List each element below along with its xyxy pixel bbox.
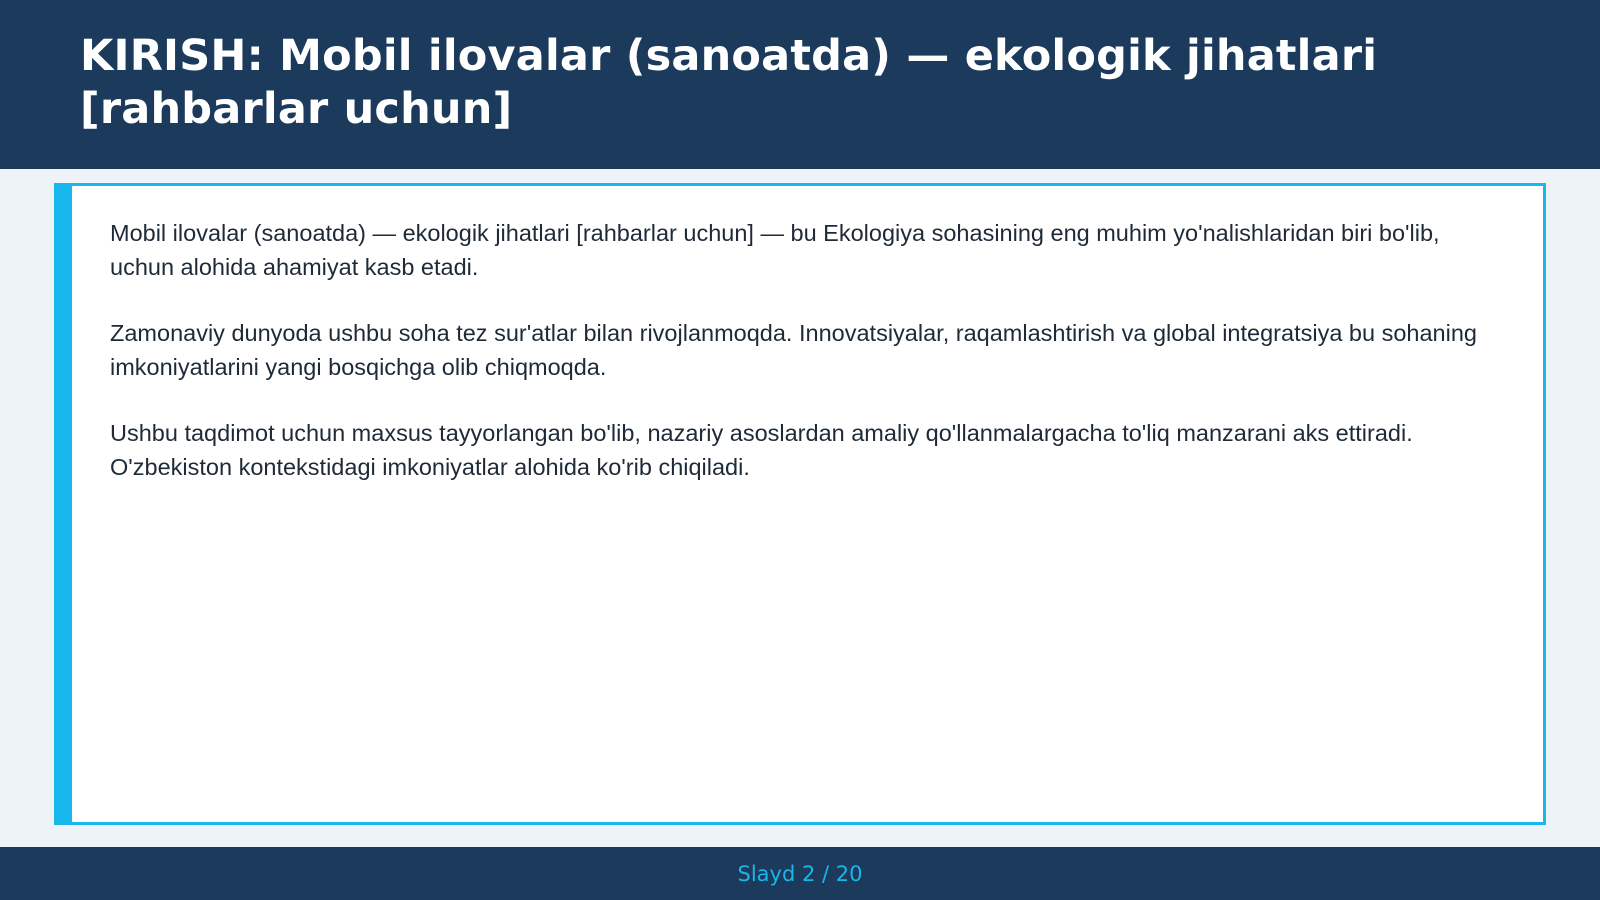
- paragraph-presentation: Ushbu taqdimot uchun maxsus tayyorlangan bo'lib, nazariy asoslardan amaliy qo'llanmalargacha to'liq manzarani aks ettiradi. O'zbekiston kontekstidagi imkoniyatlar alohida ko'rib chiqiladi.: [110, 420, 1413, 480]
- paragraph-modern-world: Zamonaviy dunyoda ushbu soha tez sur'atlar bilan rivojlanmoqda. Innovatsiyalar, raqamlashtirish va global integratsiya bu sohaning imkoniyatlarini yangi bosqichga olib chiqmoqda.: [110, 320, 1477, 380]
- slide-footer: [0, 847, 1600, 900]
- slide-title: KIRISH: Mobil ilovalar (sanoatda) — ekologik jihatlari [rahbarlar uchun]: [80, 31, 1378, 134]
- slide-header: [0, 0, 1600, 169]
- slide-counter: Slayd 2 / 20: [737, 861, 863, 886]
- paragraph-intro: Mobil ilovalar (sanoatda) — ekologik jihatlari [rahbarlar uchun] — bu Ekologiya sohasining eng muhim yo'nalishlaridan biri bo'lib, uchun alohida ahamiyat kasb etadi.: [110, 220, 1440, 280]
- content-card: [54, 183, 1546, 825]
